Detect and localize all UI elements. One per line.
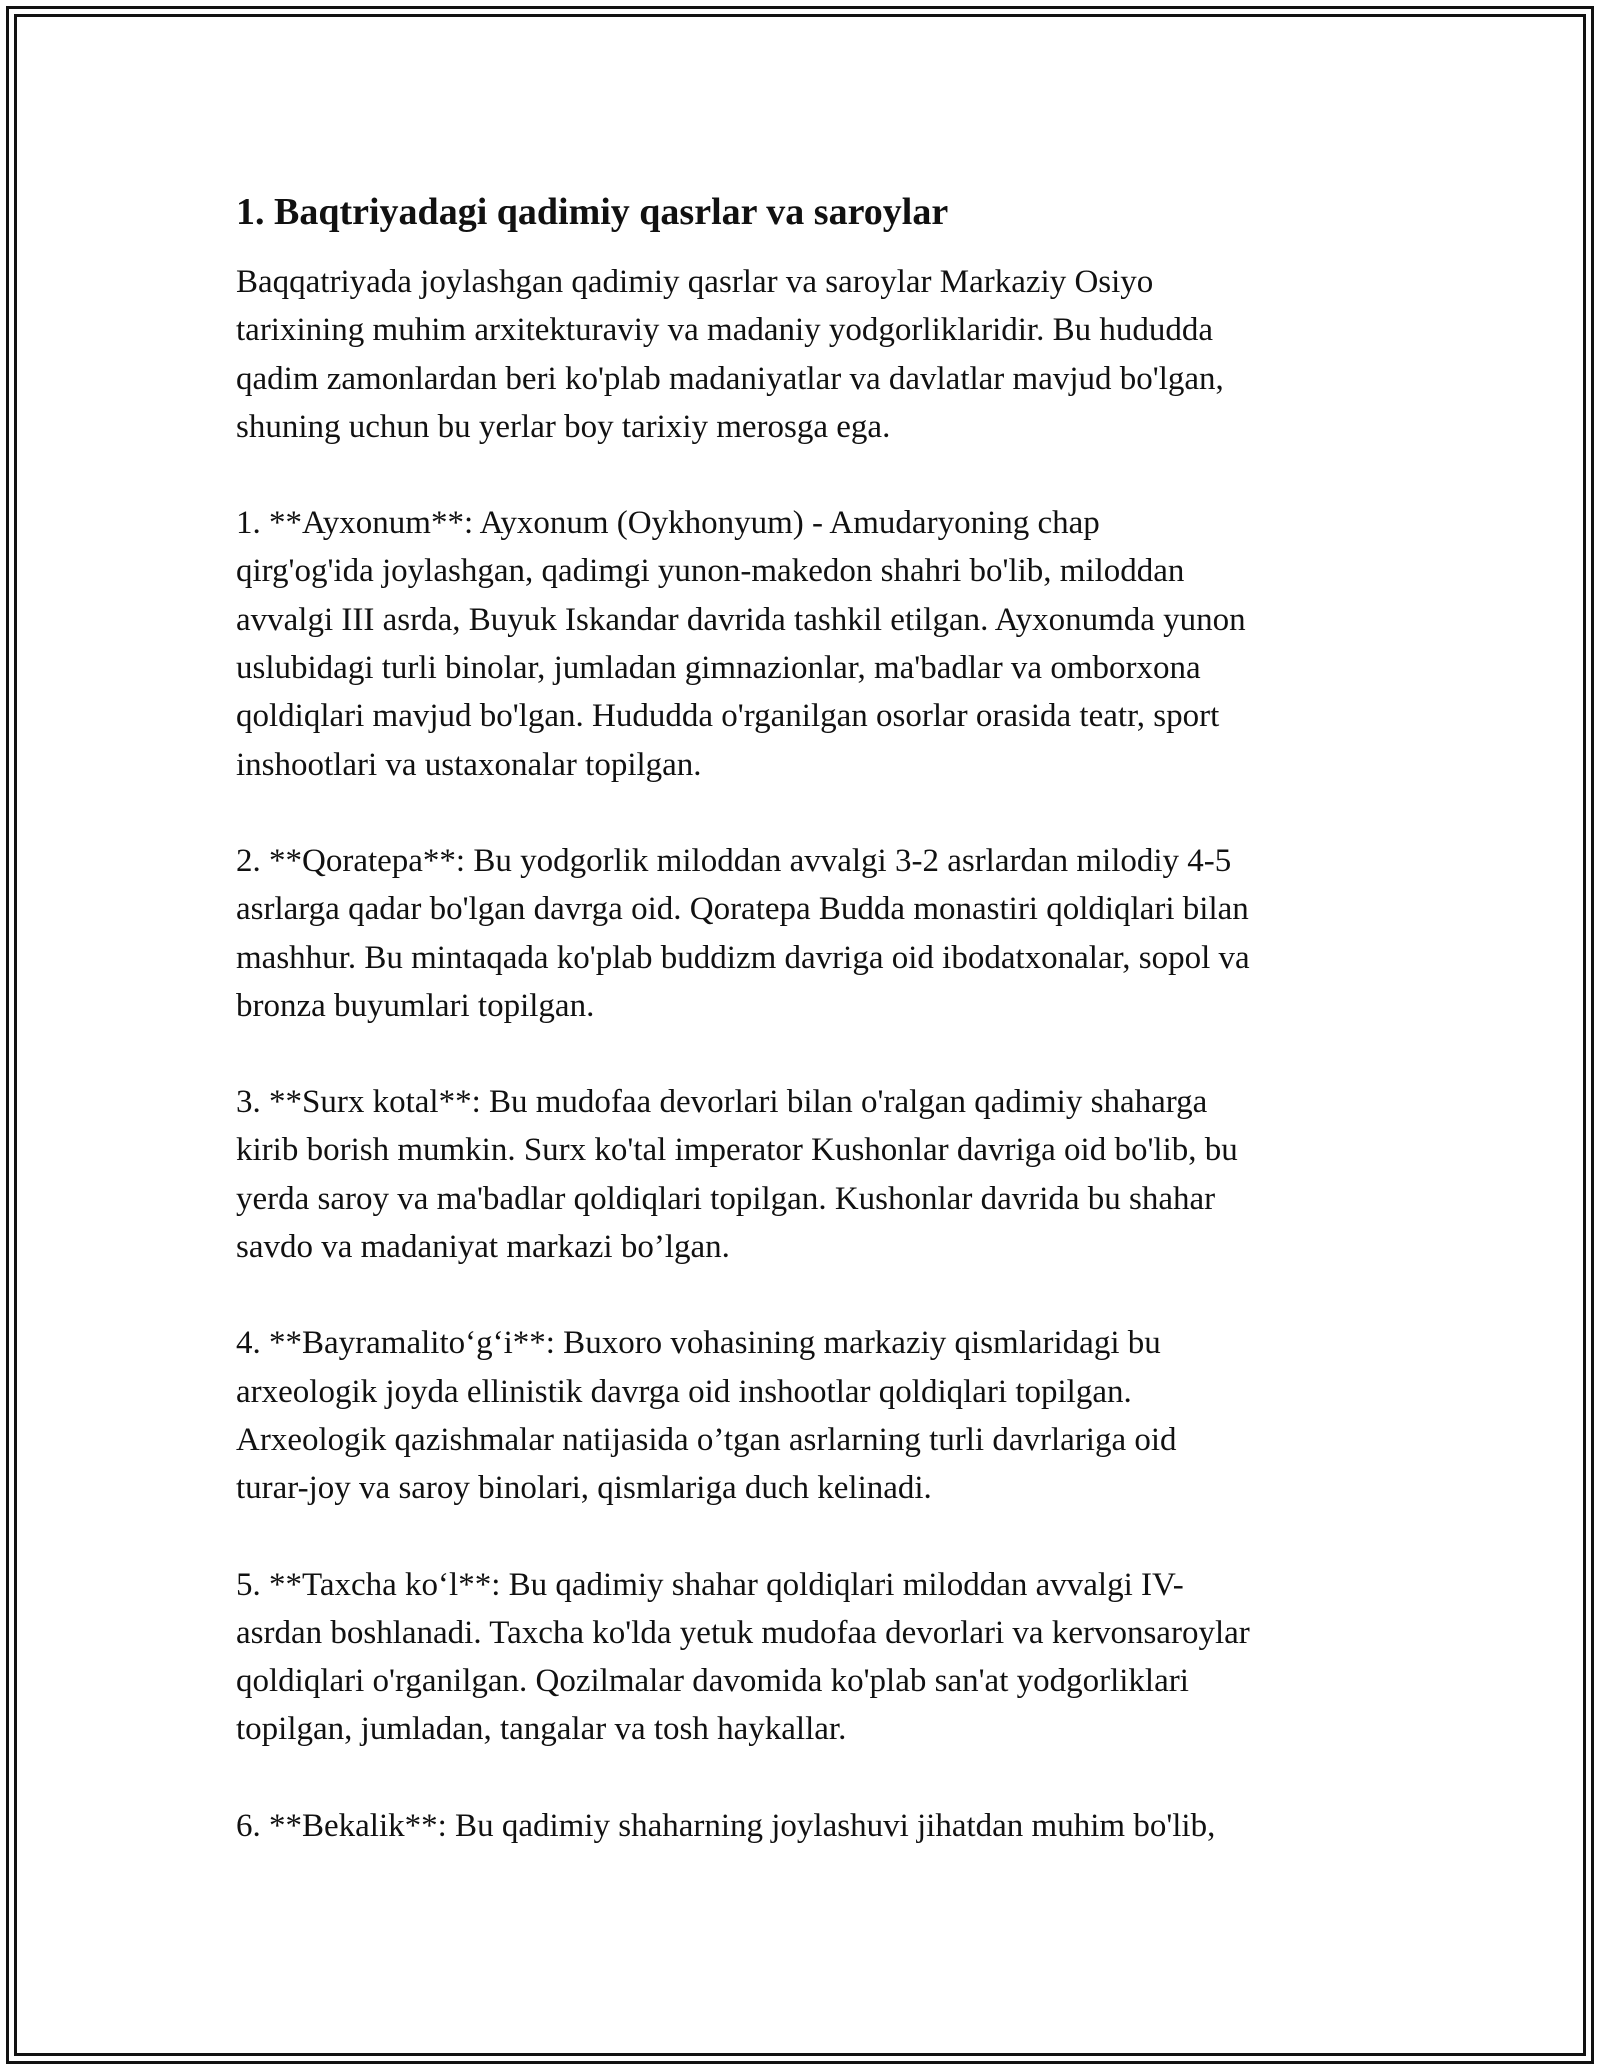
text-line: savdo va madaniyat markazi bo’lgan.: [236, 1229, 730, 1266]
text-line: 4. **Bayramalito‘g‘i**: Buxoro vohasining markaziy qismlaridagi bu: [236, 1325, 1161, 1362]
list-item-taxcha-kol: [236, 1561, 1386, 1754]
list-item-bayramalitogi: [236, 1319, 1386, 1512]
text-line: Arxeologik qazishmalar natijasida o’tgan asrlarning turli davrlariga oid: [236, 1421, 1177, 1458]
text-line: qoldiqlari o'rganilgan. Qozilmalar davomida ko'plab san'at yodgorliklari: [236, 1663, 1189, 1700]
text-line: 3. **Surx kotal**: Bu mudofaa devorlari bilan o'ralgan qadimiy shaharga: [236, 1084, 1208, 1121]
text-line: tarixining muhim arxitekturaviy va madaniy yodgorliklaridir. Bu hududda: [236, 312, 1213, 349]
text-line: qadim zamonlardan beri ko'plab madaniyatlar va davlatlar mavjud bo'lgan,: [236, 360, 1224, 397]
list-item-ayxonum: [236, 499, 1386, 789]
text-line: kirib borish mumkin. Surx ko'tal imperator Kushonlar davriga oid bo'lib, bu: [236, 1132, 1238, 1169]
text-line: uslubidagi turli binolar, jumladan gimnazionlar, ma'badlar va omborxona: [236, 650, 1201, 687]
document-body: [236, 188, 1386, 1898]
text-line: bronza buyumlari topilgan.: [236, 987, 595, 1024]
intro-paragraph: [236, 258, 1386, 451]
text-line: shuning uchun bu yerlar boy tarixiy merosga ega.: [236, 408, 891, 445]
text-line: arxeologik joyda ellinistik davrga oid inshootlar qoldiqlari topilgan.: [236, 1373, 1132, 1410]
text-line: qirg'og'ida joylashgan, qadimgi yunon-makedon shahri bo'lib, miloddan: [236, 553, 1185, 590]
list-item-qoratepa: [236, 837, 1386, 1030]
list-item-surx-kotal: [236, 1078, 1386, 1271]
text-line: yerda saroy va ma'badlar qoldiqlari topilgan. Kushonlar davrida bu shahar: [236, 1180, 1216, 1217]
text-line: avvalgi III asrda, Buyuk Iskandar davrida tashkil etilgan. Ayxonumda yunon: [236, 601, 1246, 638]
text-line: asrdan boshlanadi. Taxcha ko'lda yetuk mudofaa devorlari va kervonsaroylar: [236, 1614, 1250, 1651]
text-line: Baqqatriyada joylashgan qadimiy qasrlar va saroylar Markaziy Osiyo: [236, 264, 1154, 300]
text-line: turar-joy va saroy binolari, qismlariga duch kelinadi.: [236, 1470, 932, 1507]
text-line: 1. **Ayxonum**: Ayxonum (Oykhonyum) - Amudaryoning chap: [236, 505, 1100, 542]
list-item-bekalik: [236, 1802, 1386, 1850]
text-line: inshootlari va ustaxonalar topilgan.: [236, 746, 702, 783]
text-line: mashhur. Bu mintaqada ko'plab buddizm davriga oid ibodatxonalar, sopol va: [236, 939, 1250, 976]
text-line: topilgan, jumladan, tangalar va tosh haykallar.: [236, 1711, 847, 1748]
text-line: 2. **Qoratepa**: Bu yodgorlik miloddan avvalgi 3-2 asrlardan milodiy 4-5: [236, 842, 1232, 879]
document-title: 1. Baqtriyadagi qadimiy qasrlar va saroylar: [236, 191, 949, 233]
text-line: asrlarga qadar bo'lgan davrga oid. Qoratepa Budda monastiri qoldiqlari bilan: [236, 891, 1249, 928]
text-line: 6. **Bekalik**: Bu qadimiy shaharning joylashuvi jihatdan muhim bo'lib,: [236, 1807, 1216, 1844]
text-line: 5. **Taxcha ko‘l**: Bu qadimiy shahar qoldiqlari miloddan avvalgi IV-: [236, 1566, 1184, 1603]
text-line: qoldiqlari mavjud bo'lgan. Hududda o'rganilgan osorlar orasida teatr, sport: [236, 698, 1220, 735]
